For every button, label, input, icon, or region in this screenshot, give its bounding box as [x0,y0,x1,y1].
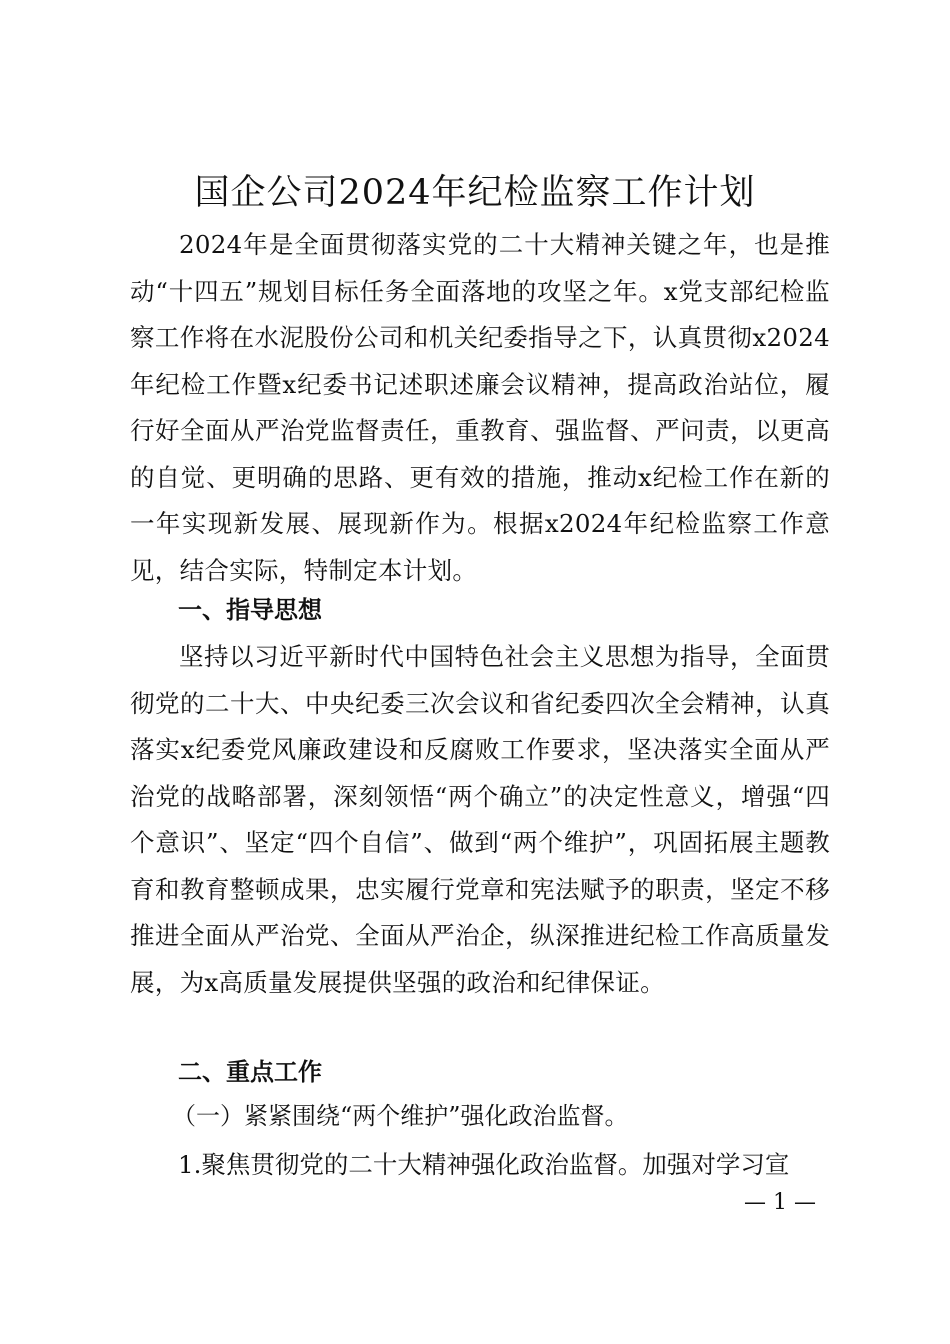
intro-paragraph: 2024年是全面贯彻落实党的二十大精神关键之年，也是推动“十四五”规划目标任务全面落地的攻坚之年。x党支部纪检监察工作将在水泥股份公司和机关纪委指导之下，认真贯彻x2024年纪检工作暨x纪委书记述职述廉会议精神，提高政治站位，履行好全面从严治党监督责任，重教育、强监督、严问责，以更高的自觉、更明确的思路、更有效的措施，推动x纪检工作在新的一年实现新发展、展现新作为。根据x2024年纪检监察工作意见，结合实际，特制定本计划。 [130,230,830,585]
section-heading-guiding-thought: 一、指导思想 [178,596,322,624]
guiding-thought-paragraph: 坚持以习近平新时代中国特色社会主义思想为指导，全面贯彻党的二十大、中央纪委三次会议和省纪委四次全会精神，认真落实x纪委党风廉政建设和反腐败工作要求，坚决落实全面从严治党的战略部署，深刻领悟“两个确立”的决定性意义，增强“四个意识”、坚定“四个自信”、做到“两个维护”，巩固拓展主题教育和教育整顿成果，忠实履行党章和宪法赋予的职责，坚定不移推进全面从严治党、全面从严治企，纵深推进纪检工作高质量发展，为x高质量发展提供坚强的政治和纪律保证。 [130,642,830,997]
subsection-heading-political-supervision: （一）紧紧围绕“两个维护”强化政治监督。 [172,1102,629,1130]
key-work-item-1: 1.聚焦贯彻党的二十大精神强化政治监督。加强对学习宣 [178,1150,790,1179]
section-heading-key-work: 二、重点工作 [178,1058,322,1086]
page-number: — 1 — [744,1190,816,1215]
document-title: 国企公司2024年纪检监察工作计划 [194,173,756,213]
